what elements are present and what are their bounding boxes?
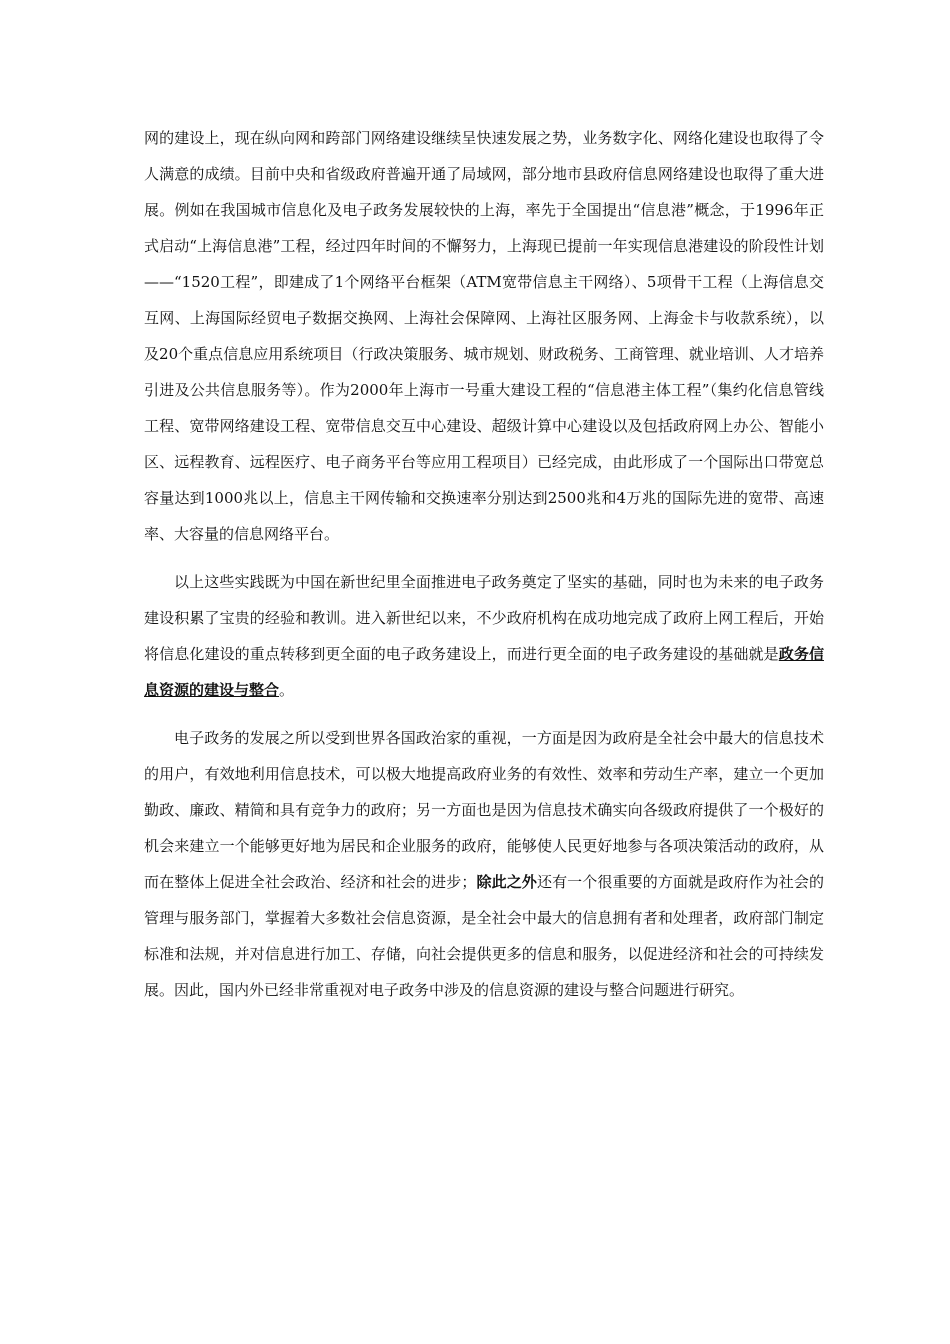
paragraph-text: 以上这些实践既为中国在新世纪里全面推进电子政务奠定了坚实的基础，同时也为未来的电子政务建设积累了宝贵的经验和教训。进入新世纪以来，不少政府机构在成功地完成了政府上网工程后，开始将信息化建设的重点转移到更全面的电子政务建设上，而进行更全面的电子政务建设的基础就是 [144, 573, 824, 663]
paragraph-text: 还有一个很重要的方面就是政府作为社会的管理与服务部门，掌握着大多数社会信息资源，是全社会中最大的信息拥有者和处理者，政府部门制定标准和法规，并对信息进行加工、存储，向社会提供更多的信息和服务，以促进经济和社会的可持续发展。因此，国内外已经非常重视对电子政务中涉及的信息资源的建设与整合问题进行研究。 [144, 873, 824, 999]
document-body [144, 120, 824, 1020]
emphasis-besides: 除此之外 [476, 873, 537, 891]
paragraph-text: 网的建设上，现在纵向网和跨部门网络建设继续呈快速发展之势，业务数字化、网络化建设也取得了令人满意的成绩。目前中央和省级政府普遍开通了局域网，部分地市县政府信息网络建设也取得了重大进展。例如在我国城市信息化及电子政务发展较快的上海，率先于全国提出“信息港”概念，于1996年正式启动“上海信息港”工程，经过四年时间的不懈努力，上海现已提前一年实现信息港建设的阶段性计划——“1520工程”，即建成了1个网络平台框架（ATM宽带信息主干网络）、5项骨干工程（上海信息交互网、上海国际经贸电子数据交换网、上海社会保障网、上海社区服务网、上海金卡与收款系统），以及20个重点信息应用系统项目（行政决策服务、城市规划、财政税务、工商管理、就业培训、人才培养引进及公共信息服务等）。作为2000年上海市一号重大建设工程的“信息港主体工程”（集约化信息管线工程、宽带网络建设工程、宽带信息交互中心建设、超级计算中心建设以及包括政府网上办公、智能小区、远程教育、远程医疗、电子商务平台等应用工程项目）已经完成，由此形成了一个国际出口带宽总容量达到1000兆以上，信息主干网传输和交换速率分别达到2500兆和4万兆的国际先进的宽带、高速率、大容量的信息网络平台。 [144, 129, 824, 543]
paragraph-practice-foundation [144, 564, 824, 708]
paragraph-shanghai-info-port [144, 120, 824, 552]
paragraph-text: 电子政务的发展之所以受到世界各国政治家的重视，一方面是因为政府是全社会中最大的信息技术的用户，有效地利用信息技术，可以极大地提高政府业务的有效性、效率和劳动生产率，建立一个更加勤政、廉政、精简和具有竞争力的政府；另一方面也是因为信息技术确实向各级政府提供了一个极好的机会来建立一个能够更好地为居民和企业服务的政府，能够使人民更好地参与各项决策活动的政府，从而在整体上促进全社会政治、经济和社会的进步； [144, 729, 824, 891]
paragraph-text: 。 [279, 681, 295, 699]
emphasis-info-resource-integration: 政务信息资源的建设与整合 [144, 645, 824, 699]
paragraph-egov-importance [144, 720, 824, 1008]
